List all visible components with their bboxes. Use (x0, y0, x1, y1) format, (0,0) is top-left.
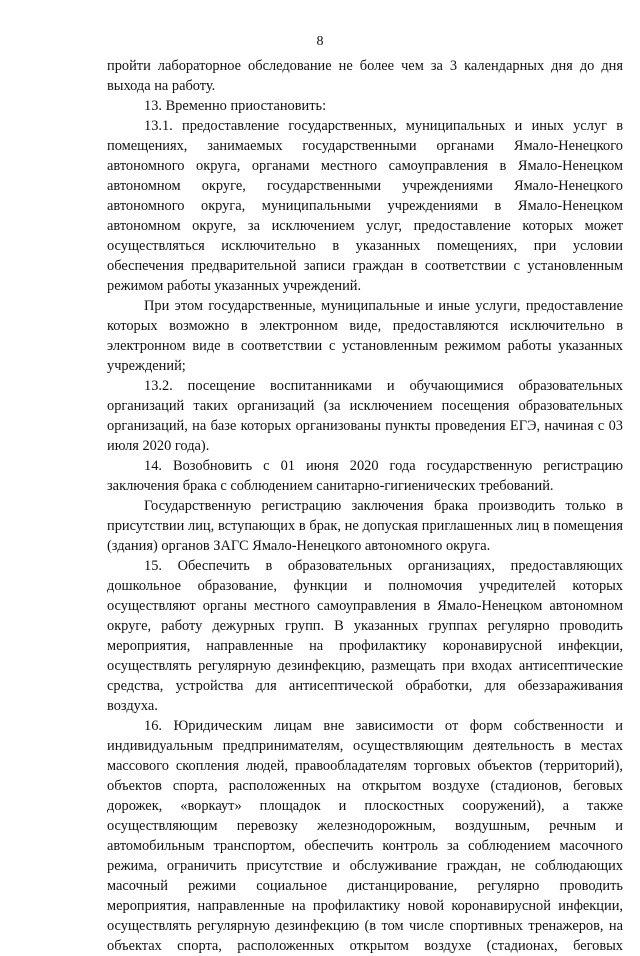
paragraph-item-13-2: 13.2. посещение воспитанниками и обучающимися образовательных организаций таких организаций (за исключением посещения образовательных организаций, на базе которых организованы пункты проведения ЕГЭ, начиная с 03 июля 2020 года). (107, 378, 623, 454)
paragraph-item-13-1: 13.1. предоставление государственных, муниципальных и иных услуг в помещениях, занимаемых государственными органами Ямало-Ненецкого автономного округа, органами местного самоуправления в Ямало-Ненецком автономном округе, государственными учреждениями Ямало-Ненецкого автономного округа, муниципальными учреждениями в Ямало-Ненецком автономном округе, за исключением услуг, предоставление которых может осуществляться исключительно в указанных помещениях, при условии обеспечения предварительной записи граждан в соответствии с установленным режимом работы указанных учреждений. (107, 118, 623, 294)
paragraph-item-14: 14. Возобновить с 01 июня 2020 года государственную регистрацию заключения брака с соблюдением санитарно-гигиенических требований. (107, 458, 623, 494)
paragraph-marriage-registration: Государственную регистрацию заключения брака производить только в присутствии лиц, вступающих в брак, не допуская приглашенных лиц в помещения (здания) органов ЗАГС Ямало-Ненецкого автономного округа. (107, 498, 623, 554)
paragraph-continuation: пройти лабораторное обследование не более чем за 3 календарных дня до дня выхода на работу. (107, 58, 623, 94)
paragraph-item-13: 13. Временно приостановить: (144, 98, 327, 114)
paragraph-item-16: 16. Юридическим лицам вне зависимости от форм собственности и индивидуальным предпринимателям, осуществляющим деятельность в местах массового скопления людей, правообладателям торговых объектов (территорий), объектов спорта, расположенных на открытом воздухе (стадионов, беговых дорожек, «воркаут» площадок и плоскостных сооружений), а также осуществляющим перевозку железнодорожным, воздушным, речным и автомобильным транспортом, обеспечить контроль за соблюдением масочного режима, ограничить присутствие и обслуживание граждан, не соблюдающих масочный режими социальное дистанцирование, регулярно проводить мероприятия, направленные на профилактику новой коронавирусной инфекции, осуществлять регулярную дезинфекцию (в том числе спортивных тренажеров, на объектах спорта, расположенных открытом воздухе (стадионах, беговых (107, 718, 623, 954)
page-number: 8 (316, 34, 324, 49)
paragraph-electronic-services: При этом государственные, муниципальные и иные услуги, предоставление которых возможно в электронном виде, предоставляются исключительно в электронном виде в соответствии с установленным режимом работы указанных учреждений; (107, 298, 623, 374)
paragraph-item-15: 15. Обеспечить в образовательных организациях, предоставляющих дошкольное образование, функции и полномочия учредителей которых осуществляют органы местного самоуправления в Ямало-Ненецком автономном округе, работу дежурных групп. В указанных группах регулярно проводить мероприятия, направленные на профилактику коронавирусной инфекции, осуществлять регулярную дезинфекцию, размещать при входах антисептические средства, устройства для антисептической обработки, для обеззараживания воздуха. (107, 558, 623, 714)
document-body (107, 56, 623, 956)
